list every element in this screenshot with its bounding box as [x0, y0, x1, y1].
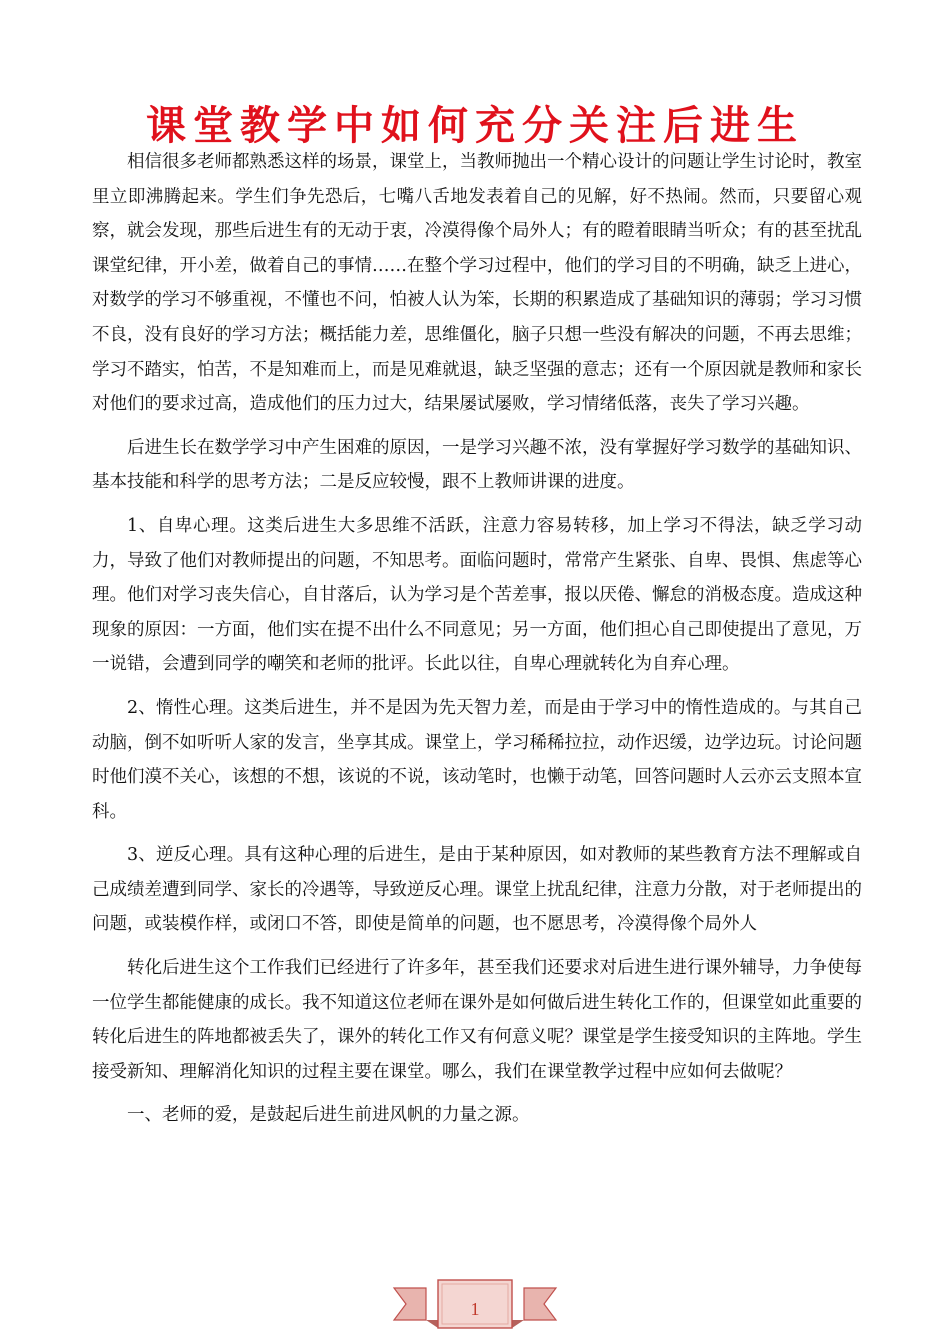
paragraph-laziness: 2、惰性心理。这类后进生，并不是因为先天智力差，而是由于学习中的惰性造成的。与其自己动脑，倒不如听听人家的发言，坐享其成。课堂上，学习稀稀拉拉，动作迟缓，边学边玩。讨论问题时他们漠不关心，该想的不想，该说的不说，该动笔时，也懒于动笔，回答问题时人云亦云支照本宣科。: [92, 697, 862, 822]
document-body: [92, 145, 862, 1142]
paragraph-transformation: 转化后进生这个工作我们已经进行了许多年，甚至我们还要求对后进生进行课外辅导，力争使每一位学生都能健康的成长。我不知道这位老师在课外是如何做后进生转化工作的，但课堂如此重要的转化后进生的阵地都被丢失了，课外的转化工作又有何意义呢？课堂是学生接受知识的主阵地。学生接受新知、理解消化知识的过程主要在课堂。哪么，我们在课堂教学过程中应如何去做呢？: [92, 958, 862, 1082]
paragraph-inferiority: 1、自卑心理。这类后进生大多思维不活跃，注意力容易转移，加上学习不得法，缺乏学习动力，导致了他们对教师提出的问题，不知思考。面临问题时，常常产生紧张、自卑、畏惧、焦虑等心理。他们对学习丧失信心，自甘落后，认为学习是个苦差事，报以厌倦、懈怠的消极态度。造成这种现象的原因：一方面，他们实在提不出什么不同意见；另一方面，他们担心自己即使提出了意见，万一说错，会遭到同学的嘲笑和老师的批评。长此以往，自卑心理就转化为自弃心理。: [92, 515, 862, 675]
paragraph-intro: 相信很多老师都熟悉这样的场景，课堂上，当教师抛出一个精心设计的问题让学生讨论时，教室里立即沸腾起来。学生们争先恐后，七嘴八舌地发表着自己的见解，好不热闹。然而，只要留心观察，就会发现，那些后进生有的无动于衷，冷漠得像个局外人；有的瞪着眼睛当听众；有的甚至扰乱课堂纪律，开小差，做着自己的事情……在整个学习过程中，他们的学习目的不明确，缺乏上进心，对数学的学习不够重视，不懂也不问，怕被人认为笨，长期的积累造成了基础知识的薄弱；学习习惯不良，没有良好的学习方法；概括能力差，思维僵化，脑子只想一些没有解决的问题，不再去思维；学习不踏实，怕苦，不是知难而上，而是见难就退，缺乏坚强的意志；还有一个原因就是教师和家长对他们的要求过高，造成他们的压力过大，结果屡试屡败，学习情绪低落，丧失了学习兴趣。: [92, 152, 862, 415]
document-title: 课堂教学中如何充分关注后进生: [146, 103, 804, 149]
paragraph-section-one: 一、老师的爱，是鼓起后进生前进风帆的力量之源。: [127, 1105, 530, 1126]
page-number: 1: [470, 1299, 480, 1319]
page-number-badge: [0, 1276, 950, 1340]
paragraph-rebellion: 3、逆反心理。具有这种心理的后进生，是由于某种原因，如对教师的某些教育方法不理解或自己成绩差遭到同学、家长的冷遇等，导致逆反心理。课堂上扰乱纪律，注意力分散，对于老师提出的问题，或装模作样，或闭口不答，即使是简单的问题，也不愿思考，冷漠得像个局外人: [92, 845, 862, 935]
paragraph-causes: 后进生长在数学学习中产生困难的原因，一是学习兴趣不浓，没有掌握好学习数学的基础知识、基本技能和科学的思考方法；二是反应较慢，跟不上教师讲课的进度。: [92, 437, 862, 493]
